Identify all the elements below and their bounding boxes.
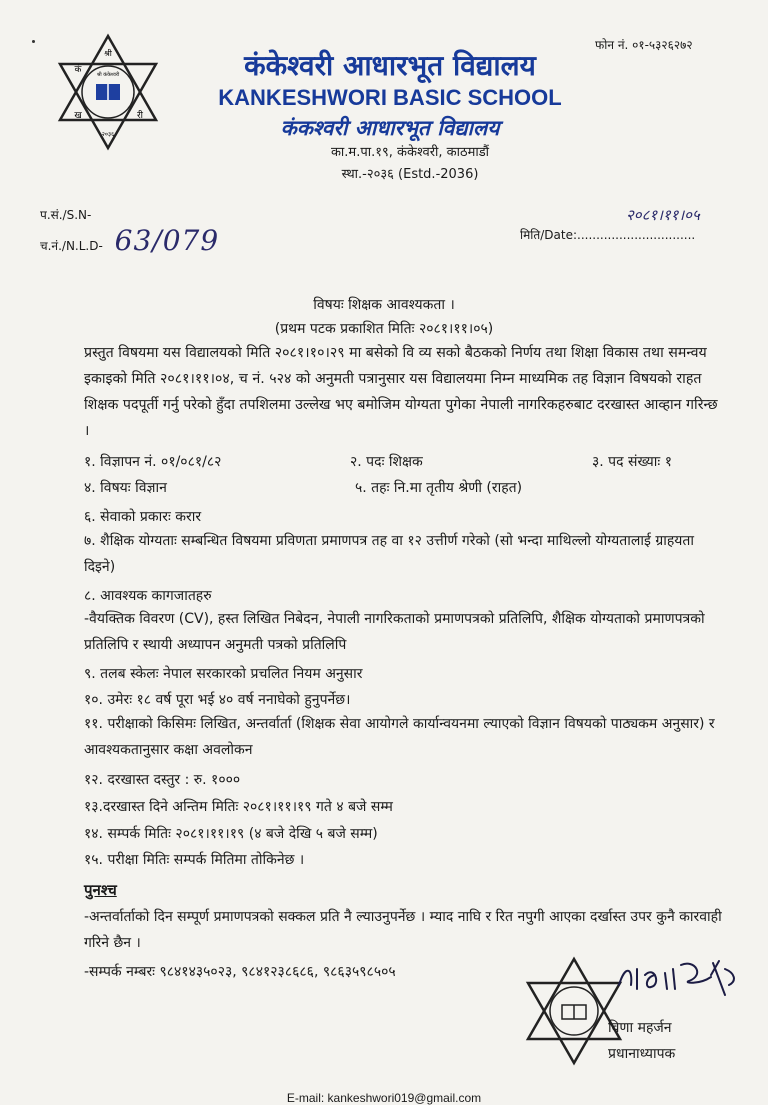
footer-email: E-mail: kankeshwori019@gmail.com — [286, 1091, 482, 1105]
phone-number: फोन नं. ०१-५३२६२७२ — [595, 38, 693, 52]
school-address: का.म.पा.१९, कंकेश्वरी, काठमाडौं — [330, 145, 490, 160]
ink-speck — [32, 40, 35, 43]
item-15: १५. परीक्षा मितिः सम्पर्क मितिमा तोकिनेछ । — [84, 852, 305, 868]
intro-paragraph — [84, 340, 724, 444]
item-5: ५. तहः नि.मा तृतीय श्रेणी (राहत) — [355, 480, 523, 496]
school-name-nepali: कंकेश्वरी आधारभूत विद्यालय — [244, 49, 536, 82]
item-14: १४. सम्पर्क मितिः २०८१।११।१९ (४ बजे देखि ५ बजे सम्म) — [84, 826, 378, 842]
item-13: १३.दरखास्त दिने अन्तिम मितिः २०८१।११।१९ गते ४ बजे सम्म — [84, 799, 393, 815]
signer-title: प्रधानाध्यापक — [608, 1046, 676, 1062]
item-10: १०. उमेरः १८ वर्ष पूरा भई ४० वर्ष ननाघेको हुनुपर्नेछ। — [84, 692, 351, 708]
logo-text-ri: री — [136, 111, 144, 121]
item-8: ८. आवश्यक कागजातहरु — [84, 588, 212, 604]
logo-text-ka: कं — [74, 65, 82, 75]
school-logo-icon — [48, 32, 168, 152]
item-8-documents: -वैयक्तिक विवरण (CV), हस्त लिखित निबेदन, नेपाली नागरिकताको प्रमाणपत्रको प्रतिलिपि, शैक्षिक योग्यताको प्रमाणपत्रको प्रतिलिपि र स्थायी अध्यापन अनुमती पत्रको प्रतिलिपि — [84, 611, 705, 653]
item-7: ७. शैक्षिक योग्यताः सम्बन्धित विषयमा प्रविणता प्रमाणपत्र तह वा १२ उत्तीर्ण गरेको (सो भन्दा माथिल्लो योग्यतालाई ग्राहयता दिइने) — [84, 533, 695, 575]
intro-text: प्रस्तुत विषयमा यस विद्यालयको मिति २०८१।१०।२९ मा बसेको वि व्य सको बैठकको निर्णय तथा शिक्षा विकास तथा समन्वय इकाइको मिति २०८१।११।०४, च नं. ५२४ को अनुमती पत्रानुसार यस विद्यालयमा निम्न माध्यमिक तह विज्ञान विषयको राहत शिक्षक पदपूर्ती गर्नु परेको हुँदा तपशिलमा उल्लेख भए बमोजिम योग्यता पुगेका नेपाली नागरिकहरुबाट दरखास्त आव्हान गरिन्छ । — [84, 345, 718, 439]
item-3: ३. पद संख्याः १ — [592, 454, 672, 470]
nld-label: च.नं./N.L.D- — [40, 239, 103, 253]
nld-line — [40, 224, 220, 259]
sn-label: प.सं./S.N- — [40, 208, 92, 222]
postscript-line-1: -अन्तर्वार्ताको दिन सम्पूर्ण प्रमाणपत्रको सक्कल प्रति नै ल्याउनुपर्नेछ । म्याद नाघि र रित नपुगी आएका दर्खास्त उपर कुनै कारवाही गरिने छैन । — [84, 909, 722, 951]
signature-icon — [615, 955, 745, 1000]
reference-block — [40, 202, 219, 259]
logo-text-year: २०३६ — [101, 131, 115, 138]
postscript-title: पुनश्च — [84, 881, 117, 899]
school-address-block — [270, 142, 550, 186]
item-4: ४. विषयः विज्ञान — [84, 480, 167, 496]
school-name-newari: कंकश्वरी आधारभूत विद्यालय — [280, 116, 500, 140]
logo-text-kha: ख — [74, 111, 82, 121]
item-12: १२. दरखास्त दस्तुर : रु. १००० — [84, 772, 241, 788]
date-label: मिति/Date:............................... — [520, 228, 696, 242]
nld-handwritten-value: 63/079 — [114, 224, 220, 257]
published-date: (प्रथम पटक प्रकाशित मितिः २०८१।११।०५) — [274, 321, 494, 337]
school-header — [180, 48, 600, 144]
item-6: ६. सेवाको प्रकारः करार — [84, 509, 202, 525]
logo-text-shree: श्री — [104, 49, 112, 58]
date-handwritten-value: २०८१।११।०५ — [626, 206, 700, 224]
signer-block — [608, 1015, 675, 1067]
postscript-contact: -सम्पर्क नम्बरः ९८४१४३५०२३, ९८४१२३८६८६, ९८६३५९८५०५ — [84, 964, 396, 980]
item-11: ११. परीक्षाको किसिमः लिखित, अन्तर्वार्ता (शिक्षक सेवा आयोगले कार्यान्वयनमा ल्याएको विज्ञान विषयको पाठ्यकम अनुसार) र आवश्यकतानुसार कक्षा अवलोकन — [84, 716, 715, 758]
school-name-english: KANKESHWORI BASIC SCHOOL — [218, 85, 562, 110]
item-2: २. पदः शिक्षक — [350, 454, 423, 470]
item-1: १. विज्ञापन नं. ०१/०८१/८२ — [84, 454, 222, 470]
logo-text-name: श्री कंकेश्वरी — [96, 72, 120, 78]
item-9: ९. तलब स्केलः नेपाल सरकारको प्रचलित नियम अनुसार — [84, 666, 363, 682]
subject-block — [0, 293, 768, 341]
signer-name: विणा महर्जन — [608, 1020, 672, 1036]
established-year: स्था.-२०३६ (Estd.-2036) — [341, 167, 479, 182]
subject-title: विषयः शिक्षक आवश्यकता । — [313, 297, 455, 313]
